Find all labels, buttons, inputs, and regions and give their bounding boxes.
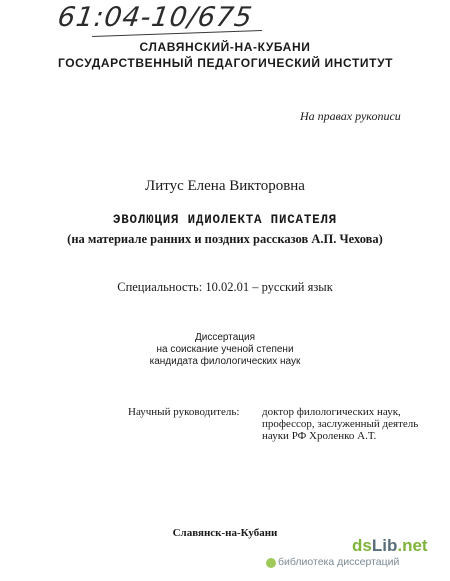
supervisor-line-2: профессор, заслуженный деятель <box>262 418 419 430</box>
dissertation-type-line-3: кандидата филологических наук <box>149 356 301 367</box>
institution-line-2: ГОСУДАРСТВЕННЫЙ ПЕДАГОГИЧЕСКИЙ ИНСТИТУТ <box>58 56 394 70</box>
dissertation-title: ЭВОЛЮЦИЯ ИДИОЛЕКТА ПИСАТЕЛЯ <box>112 213 338 227</box>
logo-net: .net <box>397 536 428 555</box>
author-name: Литус Елена Викторовна <box>145 178 305 194</box>
institution-line-1: СЛАВЯНСКИЙ-НА-КУБАНИ <box>139 40 311 54</box>
supervisor-label: Научный руководитель: <box>128 406 240 418</box>
logo-ds: ds <box>352 536 372 555</box>
dslib-logo[interactable] <box>352 536 428 556</box>
supervisor-line-3: науки РФ Хроленко А.Т. <box>262 430 377 442</box>
city: Славянск-на-Кубани <box>172 527 278 539</box>
rights-note: На правах рукописи <box>300 109 401 123</box>
dslib-caption: библиотека диссертаций <box>278 556 400 568</box>
dissertation-type-line-1: Диссертация <box>194 332 256 343</box>
logo-lib: Lib <box>371 536 398 555</box>
supervisor-line-1: доктор филологических наук, <box>262 406 401 418</box>
handwritten-archive-number: 61:04-10/675 <box>55 2 255 33</box>
specialty: Специальность: 10.02.01 – русский язык <box>117 280 333 294</box>
dissertation-type-line-2: на соискание ученой степени <box>156 344 294 355</box>
dissertation-subtitle: (на материале ранних и поздних рассказов А.П. Чехова) <box>67 232 383 246</box>
dslib-mark-icon <box>266 558 276 568</box>
